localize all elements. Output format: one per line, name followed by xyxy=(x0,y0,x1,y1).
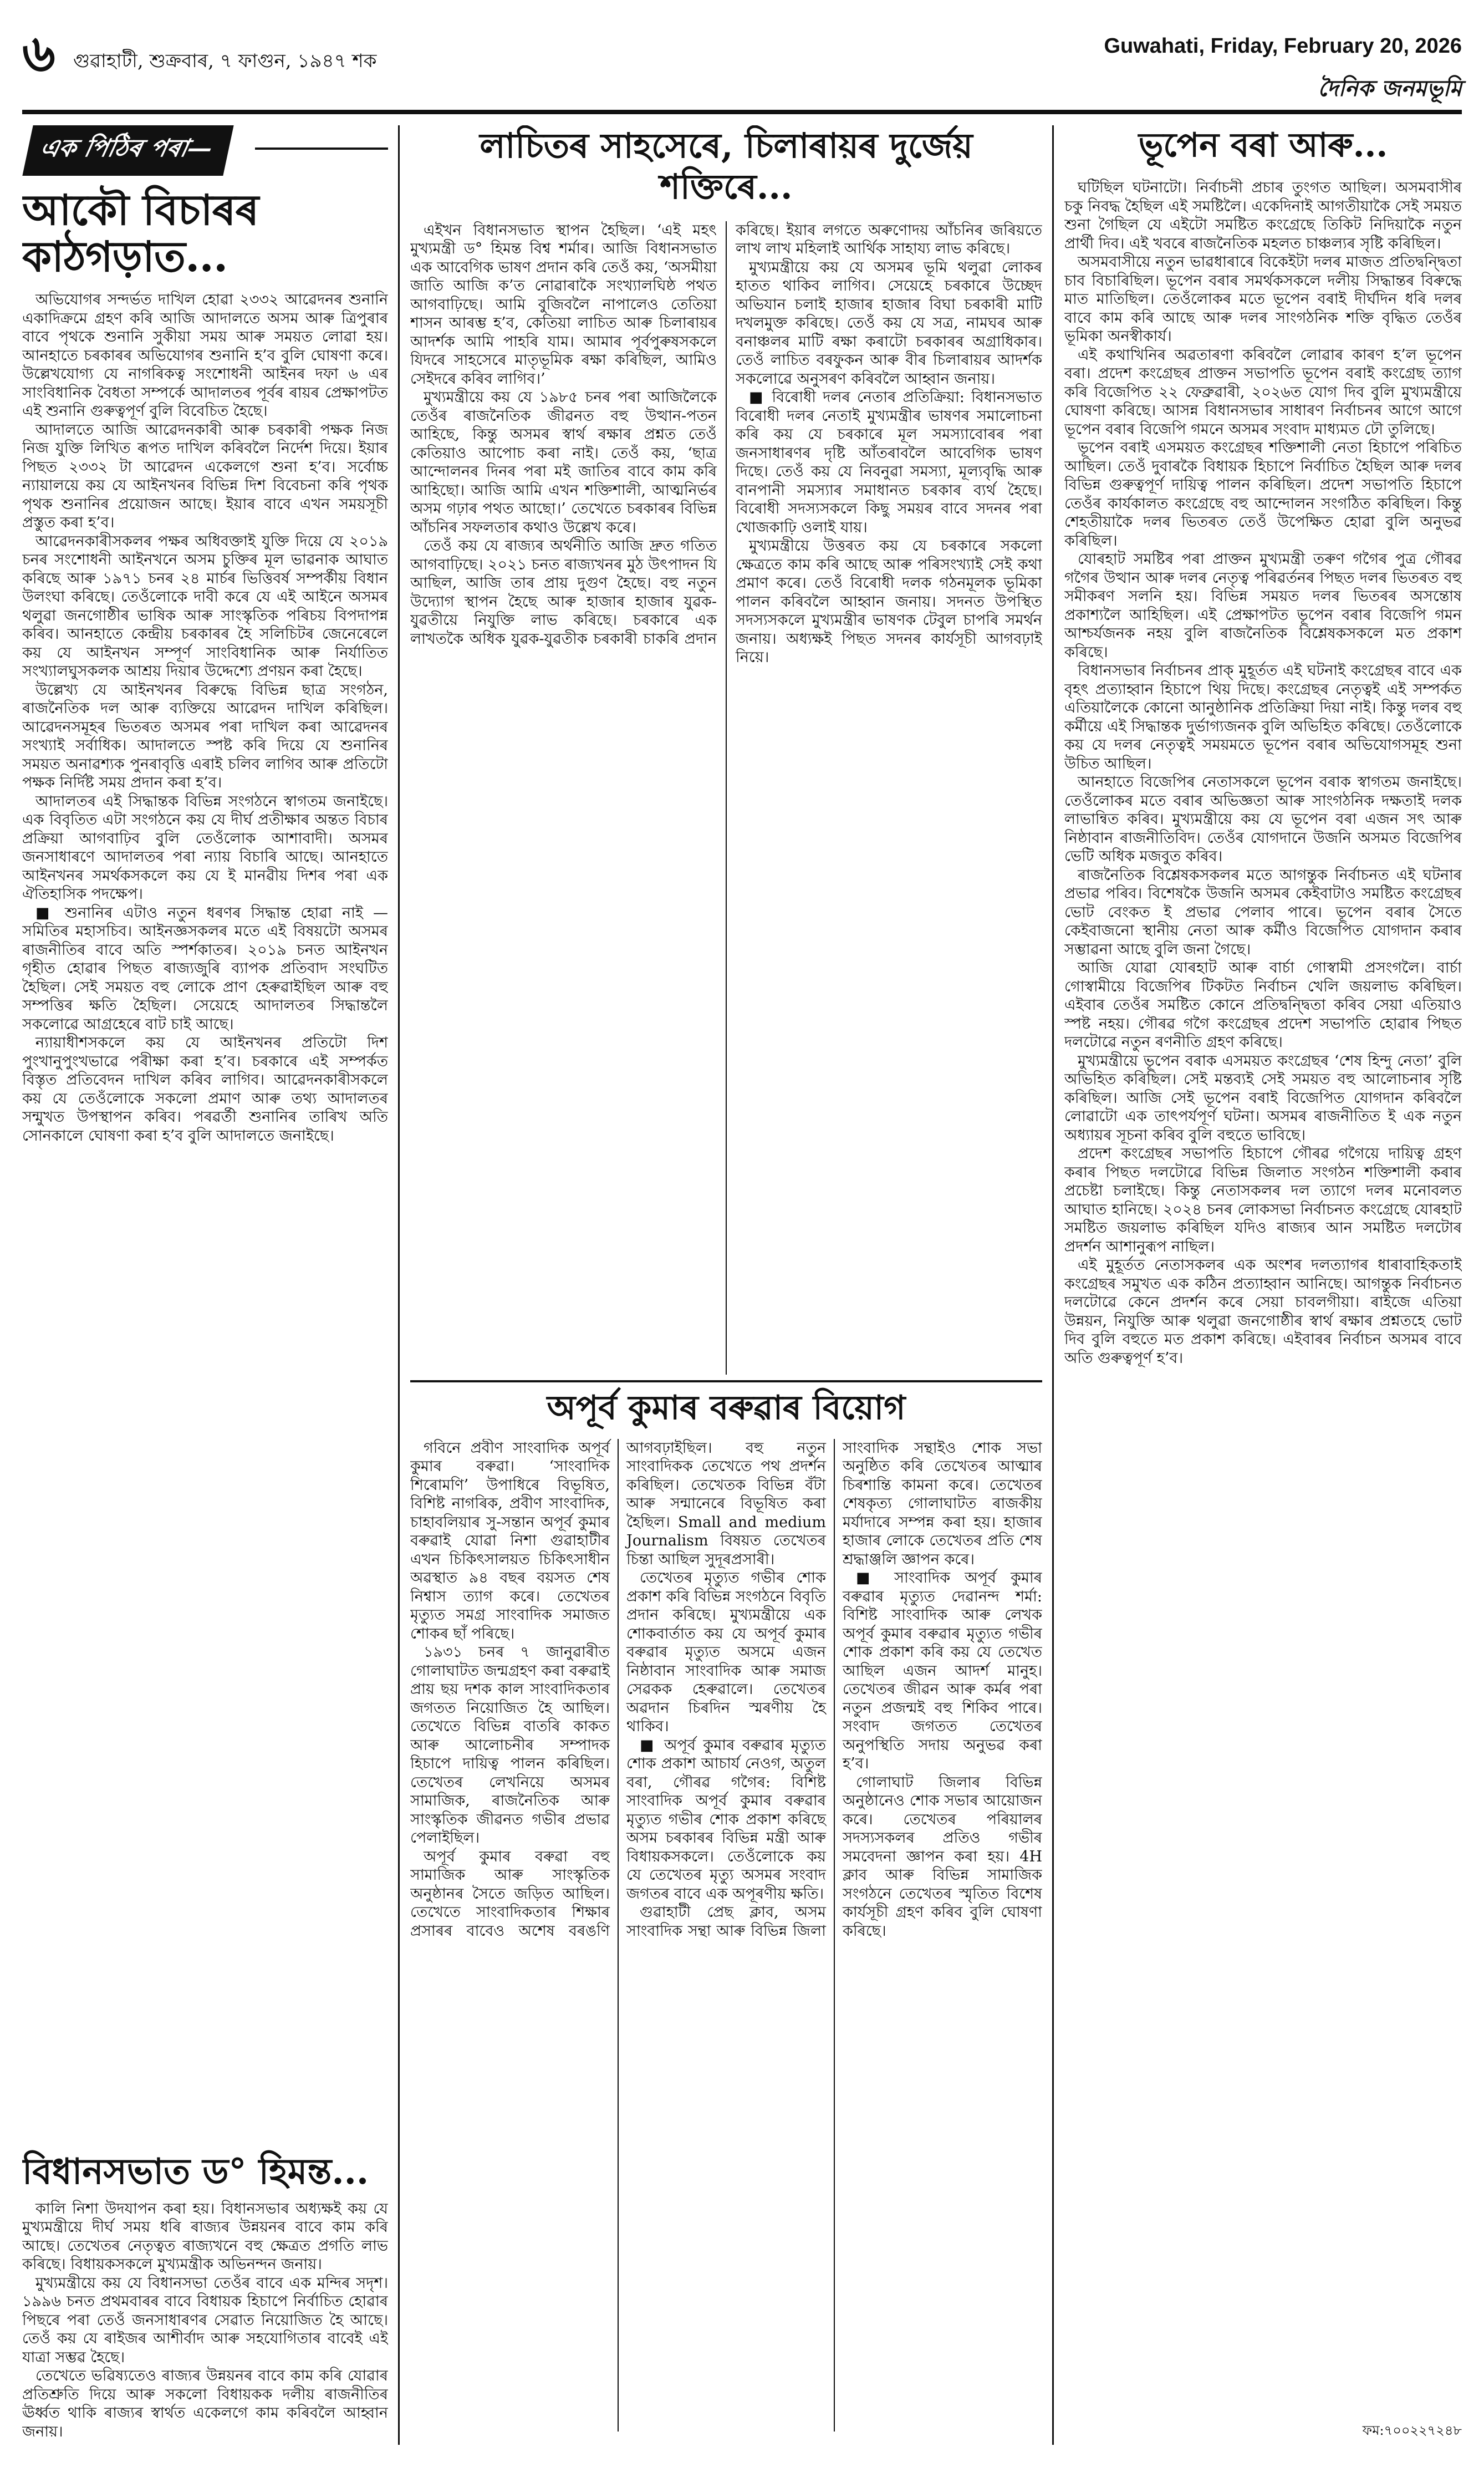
paragraph: ■ অপূৰ্ব কুমাৰ বৰুৱাৰ মৃত্যুত শোক প্ৰকাশ আচাৰ্য নেওগ, অতুল বৰা, গৌৰৱ গগৈৰ: বিশিষ্ট সাংবাদিক অপূৰ্ব কুমাৰ বৰুৱাৰ মৃত্যুত গভীৰ শোক প্ৰকাশ কৰিছে অসম চৰকাৰৰ বিভিন্ন মন্ত্ৰী আৰু বিধায়কসকলে। তেওঁলোকে কয় যে তেখেতৰ মৃত্যু অসমৰ সংবাদ জগতৰ বাবে এক অপূৰণীয় ক্ষতি। xyxy=(626,1736,826,1903)
paragraph: এই কথাখিনিৰ অৱতাৰণা কৰিবলৈ লোৱাৰ কাৰণ হ’ল ভূপেন বৰা। প্ৰদেশ কংগ্ৰেছৰ প্ৰাক্তন সভাপতি ভূপেন বৰাই কংগ্ৰেছ ত্যাগ কৰি বিজেপিত ২২ ফেব্ৰুৱাৰী, ২০২৬ত যোগ দিব বুলি মুখ্যমন্ত্ৰীয়ে ঘোষণা কৰিছে। আসন্ন বিধানসভাৰ সাধাৰণ নিৰ্বাচনৰ আগে আগে ভূপেন বৰাৰ বিজেপি গমনে অসমৰ সংবাদ মাধ্যমত ঢৌ তুলিছে। xyxy=(1064,346,1462,438)
paragraph: প্ৰদেশ কংগ্ৰেছৰ সভাপতি হিচাপে গৌৰৱ গগৈয়ে দায়িত্ব গ্ৰহণ কৰাৰ পিছত দলটোৱে বিভিন্ন জিলাত সংগঠন শক্তিশালী কৰাৰ প্ৰচেষ্টা চলাইছে। কিন্তু নেতাসকলৰ দল ত্যাগে দলৰ মনোবলত আঘাত হানিছে। ২০২৪ চনৰ লোকসভা নিৰ্বাচনত কংগ্ৰেছে যোৰহাট সমষ্টিত জয়লাভ কৰিছিল যদিও ৰাজ্যৰ আন সমষ্টিত দলটোৰ প্ৰদৰ্শন আশানুৰূপ নাছিল। xyxy=(1064,1145,1462,1255)
column-divider xyxy=(398,125,400,2445)
headline-assembly: বিধানসভাত ড° হিমন্ত... xyxy=(22,2151,369,2193)
paragraph: ন্যায়াধীশসকলে কয় যে আইনখনৰ প্ৰতিটো দিশ পুংখানুপুংখভাৱে পৰীক্ষা কৰা হ’ব। চৰকাৰে এই সম্পৰ্কত বিস্তৃত প্ৰতিবেদন দাখিল কৰিব লাগিব। আৱেদনকাৰীসকলে কয় যে তেওঁলোকে সকলো প্ৰমাণ আৰু তথ্য আদালতৰ সন্মুখত উপস্থাপন কৰিব। পৰৱৰ্তী শুনানিৰ তাৰিখ অতি সোনকালে ঘোষণা কৰা হ’ব বুলি আদালতে জনাইছে। xyxy=(22,1034,388,1145)
paragraph: তেওঁ কয় যে ৰাজ্যৰ অৰ্থনীতি আজি দ্ৰুত গতিত আগবাঢ়িছে। ২০২১ চনত ৰাজ্যখনৰ মুঠ উৎপাদন যি আছিল, আজি তাৰ প্ৰায় দুগুণ হৈছে। বহু নতুন উদ্যোগ স্থাপন হৈছে আৰু হাজাৰ হাজাৰ যুৱক-যুৱতীয়ে নিযুক্তি লাভ কৰিছে। চৰকাৰে এক লাখতকৈ অধিক যুৱক-যুৱতীক চৰকাৰী চাকৰি প্ৰদান কৰিছে। ইয়াৰ লগতে অৰুণোদয় আঁচনিৰ জৰিয়তে লাখ লাখ মহিলাই আৰ্থিক সাহায্য লাভ কৰিছে। xyxy=(410,221,1042,648)
paragraph: বিধানসভাৰ নিৰ্বাচনৰ প্ৰাক্ মুহূৰ্তত এই ঘটনাই কংগ্ৰেছৰ বাবে এক বৃহৎ প্ৰত্যাহ্বান হিচাপে থিয় দিছে। কংগ্ৰেছৰ নেতৃত্বই এই সম্পৰ্কত এতিয়ালৈকে কোনো আনুষ্ঠানিক প্ৰতিক্ৰিয়া দিয়া নাই। কিন্তু দলৰ বহু কৰ্মীয়ে এই সিদ্ধান্তক দুৰ্ভাগ্যজনক বুলি অভিহিত কৰিছে। তেওঁলোকে কয় যে দলৰ নেতৃত্বই সময়মতে ভূপেন বৰাৰ অভিযোগসমূহ শুনা উচিত আছিল। xyxy=(1064,662,1462,772)
article-body xyxy=(410,221,1042,1375)
paragraph: মুখ্যমন্ত্ৰীয়ে কয় যে অসমৰ ভূমি থলুৱা লোকৰ হাতত থাকিব লাগিব। সেয়েহে চৰকাৰে উচ্ছেদ অভিযান চলাই হাজাৰ হাজাৰ বিঘা চৰকাৰী মাটি দখলমুক্ত কৰিছে। তেওঁ কয় যে সত্ৰ, নামঘৰ আৰু বনাঞ্চলৰ মাটি ৰক্ষা কৰাটো চৰকাৰৰ অগ্ৰাধিকাৰ। তেওঁ লাচিত বৰফুকন আৰু বীৰ চিলাৰায়ৰ আদৰ্শক সকলোৱে অনুসৰণ কৰিবলৈ আহ্বান জনায়। xyxy=(736,258,1042,388)
paragraph: আৱেদনকাৰীসকলৰ পক্ষৰ অধিবক্তাই যুক্তি দিয়ে যে ২০১৯ চনৰ সংশোধনী আইনখনে অসম চুক্তিৰ মূল ভাৱনাক আঘাত কৰিছে আৰু ১৯৭১ চনৰ ২৪ মাৰ্চৰ ভিত্তিবৰ্ষ সম্পৰ্কীয় বিধান উলংঘা কৰিছে। তেওঁলোকে দাবী কৰে যে এই আইনে অসমৰ থলুৱা জনগোষ্ঠীৰ ভাষিক আৰু সাংস্কৃতিক পৰিচয় বিপদাপন্ন কৰিব। আনহাতে কেন্দ্ৰীয় চৰকাৰৰ হৈ সলিচিটৰ জেনেৰেলে কয় যে আইনখন সম্পূৰ্ণ সাংবিধানিক আৰু নিৰ্যাতিত সংখ্যালঘুসকলক আশ্ৰয় দিয়াৰ উদ্দেশ্যে প্ৰণয়ন কৰা হৈছে। xyxy=(22,532,388,680)
newspaper-brand: দৈনিক জনমভূমি xyxy=(1318,75,1462,101)
paragraph: ভূপেন বৰাই এসময়ত কংগ্ৰেছৰ শক্তিশালী নেতা হিচাপে পৰিচিত আছিল। তেওঁ দুবাৰকৈ বিধায়ক হিচাপে নিৰ্বাচিত হৈছিল আৰু দলৰ বিভিন্ন গুৰুত্বপূৰ্ণ দায়িত্ব পালন কৰিছিল। প্ৰদেশ সভাপতি হিচাপে তেওঁৰ কাৰ্যকালত কংগ্ৰেছে বহু আন্দোলন সংগঠিত কৰিছিল। কিন্তু শেহতীয়াকৈ দলৰ ভিতৰত তেওঁ উপেক্ষিত হোৱা বুলি অনুভৱ কৰিছিল। xyxy=(1064,439,1462,550)
headline-court: আকৌ বিচাৰৰ কাঠগড়াত... xyxy=(22,185,259,281)
column-divider xyxy=(1052,125,1054,2445)
article-continuation-column xyxy=(22,125,388,2445)
paragraph: ৰাজনৈতিক বিশ্লেষকসকলৰ মতে আগন্তুক নিৰ্বাচনত এই ঘটনাৰ প্ৰভাৱ পৰিব। বিশেষকৈ উজনি অসমৰ কেইবাটাও সমষ্টিত কংগ্ৰেছৰ ভোট বেংকত ই প্ৰভাৱ পেলাব পাৰে। ভূপেন বৰাৰ সৈতে কেইবাজনো স্থানীয় নেতা আৰু কৰ্মীও বিজেপিত যোগদান কৰাৰ সম্ভাৱনা আছে বুলি জনা গৈছে। xyxy=(1064,866,1462,958)
paragraph: আজি যোৱা যোৰহাট আৰু বাৰ্চা গোস্বামী প্ৰসংগলৈ। বাৰ্চা গোস্বামীয়ে বিজেপিৰ টিকটত নিৰ্বাচন খেলি জয়লাভ কৰিছিল। এইবাৰ তেওঁৰ সমষ্টিত কোনে প্ৰতিদ্বন্দ্বিতা কৰিব সেয়া এতিয়াও স্পষ্ট নহয়। গৌৰৱ গগৈ কংগ্ৰেছৰ প্ৰদেশ সভাপতি হোৱাৰ পিছত দলটোৱে নতুন ৰণনীতি গ্ৰহণ কৰিছে। xyxy=(1064,959,1462,1051)
paragraph: এই মুহূৰ্তত নেতাসকলৰ এক অংশৰ দলত্যাগৰ ধাৰাবাহিকতাই কংগ্ৰেছৰ সমুখত এক কঠিন প্ৰত্যাহ্বান আনিছে। আগন্তুক নিৰ্বাচনত দলটোৱে কেনে প্ৰদৰ্শন কৰে সেয়া চাবলগীয়া। ৰাইজে এতিয়া উন্নয়ন, নিযুক্তি আৰু থলুৱা জনগোষ্ঠীৰ স্বাৰ্থ ৰক্ষাৰ প্ৰশ্নতহে ভোট দিব বুলি বহুতে মত প্ৰকাশ কৰিছে। এইবাৰৰ নিৰ্বাচন অসমৰ বাবে অতি গুৰুত্বপূৰ্ণ হ’ব। xyxy=(1064,1257,1462,1367)
paragraph: কালি নিশা উদযাপন কৰা হয়। বিধানসভাৰ অধ্যক্ষই কয় যে মুখ্যমন্ত্ৰীয়ে দীৰ্ঘ সময় ধৰি ৰাজ্যৰ উন্নয়নৰ বাবে কাম কৰি আছে। তেখেতৰ নেতৃত্বত ৰাজ্যখনে বহু ক্ষেত্ৰত প্ৰগতি লাভ কৰিছে। বিধায়কসকলে মুখ্যমন্ত্ৰীক অভিনন্দন জনায়। xyxy=(22,2200,388,2273)
paragraph: আদালতৰ এই সিদ্ধান্তক বিভিন্ন সংগঠনে স্বাগতম জনাইছে। এক বিবৃতিত এটা সংগঠনে কয় যে দীৰ্ঘ প্ৰতীক্ষাৰ অন্তত বিচাৰ প্ৰক্ৰিয়া আগবাঢ়িব বুলি তেওঁলোক আশাবাদী। অসমৰ জনসাধাৰণে আদালতৰ পৰা ন্যায় বিচাৰি আছে। আনহাতে আইনখনৰ সমৰ্থকসকলে কয় যে ই মানৱীয় দিশৰ পৰা এক ঐতিহাসিক পদক্ষেপ। xyxy=(22,792,388,903)
paragraph: আনহাতে বিজেপিৰ নেতাসকলে ভূপেন বৰাক স্বাগতম জনাইছে। তেওঁলোকৰ মতে বৰাৰ অভিজ্ঞতা আৰু সাংগঠনিক দক্ষতাই দলক লাভান্বিত কৰিব। মুখ্যমন্ত্ৰীয়ে কয় যে ভূপেন বৰা এজন সৎ আৰু নিষ্ঠাবান ৰাজনীতিবিদ। তেওঁৰ যোগদানে উজনি অসমত বিজেপিৰ ভেটি অধিক মজবুত কৰিব। xyxy=(1064,774,1462,865)
paragraph: যোৰহাট সমষ্টিৰ পৰা প্ৰাক্তন মুখ্যমন্ত্ৰী তৰুণ গগৈৰ পুত্ৰ গৌৰৱ গগৈৰ উত্থান আৰু দলৰ নেতৃত্ব পৰিৱৰ্তনৰ পিছত দলৰ ভিতৰত বহু সমীকৰণ সলনি হয়। বিভিন্ন সময়ত দলৰ ভিতৰৰ অসন্তোষ প্ৰকাশ্যলৈ আহিছিল। এই প্ৰেক্ষাপটত ভূপেন বৰাৰ বিজেপি গমন আশ্চৰ্যজনক নহয় বুলি ৰাজনৈতিক বিশ্লেষকসকলে মত প্ৰকাশ কৰিছে। xyxy=(1064,551,1462,661)
paragraph: তেখেতে ভৱিষ্যতেও ৰাজ্যৰ উন্নয়নৰ বাবে কাম কৰি যোৱাৰ প্ৰতিশ্ৰুতি দিয়ে আৰু সকলো বিধায়কক দলীয় ৰাজনীতিৰ ঊৰ্ধ্বত থাকি ৰাজ্যৰ স্বাৰ্থত একেলগে কাম কৰিবলৈ আহ্বান জনায়। xyxy=(22,2367,388,2440)
paragraph: ■ বিৰোধী দলৰ নেতাৰ প্ৰতিক্ৰিয়া: বিধানসভাত বিৰোধী দলৰ নেতাই মুখ্যমন্ত্ৰীৰ ভাষণৰ সমালোচনা কৰি কয় যে চৰকাৰে মূল সমস্যাবোৰৰ পৰা জনসাধাৰণৰ দৃষ্টি আঁতৰাবলৈ আবেগিক ভাষণ দিছে। তেওঁ কয় যে নিবনুৱা সমস্যা, মূল্যবৃদ্ধি আৰু বানপানী সমস্যাৰ সমাধানত চৰকাৰ ব্যৰ্থ হৈছে। বিৰোধী সদস্যসকলে কিছু সময়ৰ বাবে সদনৰ পৰা খোজকাঢ়ি ওলাই যায়। xyxy=(736,389,1042,536)
article-body xyxy=(22,291,388,2143)
paragraph: মুখ্যমন্ত্ৰীয়ে ভূপেন বৰাক এসময়ত কংগ্ৰেছৰ ‘শেষ হিন্দু নেতা’ বুলি অভিহিত কৰিছিল। সেই মন্তব্যই সেই সময়ত বহু আলোচনাৰ সৃষ্টি কৰিছিল। আজি সেই ভূপেন বৰাই বিজেপিত যোগদান কৰিবলৈ লোৱাটো এক তাৎপৰ্যপূৰ্ণ ঘটনা। অসমৰ ৰাজনীতিত ই এক নতুন অধ্যায়ৰ সূচনা কৰিব বুলি বহুতে ভাবিছে। xyxy=(1064,1052,1462,1144)
paragraph: অসমবাসীয়ে নতুন ভাৱধাৰাৰে বিকেইটা দলৰ মাজত প্ৰতিদ্বন্দ্বিতা চাব বিচাৰিছিল। ভূপেন বৰাৰ সমৰ্থকসকলে দলীয় সিদ্ধান্তৰ বিৰুদ্ধে মাত মাতিছিল। তেওঁলোকৰ মতে ভূপেন বৰাই দীৰ্ঘদিন ধৰি দলৰ বাবে কাম কৰি আছে আৰু দলৰ সাংগঠনিক শক্তি বৃদ্ধিত তেওঁৰ ভূমিকা অনস্বীকাৰ্য। xyxy=(1064,253,1462,345)
headline-lachit: লাচিতৰ সাহসেৰে, চিলাৰায়ৰ দুৰ্জেয় শক্তিৰে... xyxy=(480,125,973,207)
article-body xyxy=(1064,179,1462,2397)
paragraph: অপূৰ্ব কুমাৰ বৰুৱা বহু সামাজিক আৰু সাংস্কৃতিক অনুষ্ঠানৰ সৈতে জড়িত আছিল। তেখেতে সাংবাদিকতাৰ শিক্ষাৰ প্ৰসাৰৰ বাবেও অশেষ বৰঙণি আগবঢ়াইছিল। বহু নতুন সাংবাদিকক তেখেতে পথ প্ৰদৰ্শন কৰিছিল। তেখেতক বিভিন্ন বঁটা আৰু সন্মানেৰে বিভূষিত কৰা হৈছিল। Small and medium Journalism বিষয়ত তেখেতৰ চিন্তা আছিল সুদূৰপ্ৰসাৰী। xyxy=(410,1439,826,1940)
right-column xyxy=(1064,125,1462,2445)
section-rule xyxy=(410,1380,1042,1382)
paragraph: এইখন বিধানসভাত স্থাপন হৈছিল। ‘এই মহৎ মুখ্যমন্ত্ৰী ড° হিমন্ত বিশ্ব শৰ্মাৰ। আজি বিধানসভাত এক আবেগিক ভাষণ প্ৰদান কৰি তেওঁ কয়, ‘অসমীয়া জাতি আজি ক’ত নোৱাৰাকৈ সংখ্যালঘিষ্ঠ পথত আগবাঢ়িছে। আমি বুজিবলৈ নাপালেও তেতিয়া শাসন আৰম্ভ হ’ব, কেতিয়া লাচিত আৰু চিলাৰায়ৰ আদৰ্শক আমি পাহৰি যাম। আমাৰ পূৰ্বপুৰুষসকলে যিদৰে সাহসেৰে মাতৃভূমিক ৰক্ষা কৰিছিল, আমিও সেইদৰে কৰিব লাগিব।’ xyxy=(410,221,717,388)
header-rule xyxy=(22,110,1462,114)
headline-bhupen: ভূপেন বৰা আৰু... xyxy=(1138,126,1388,165)
paragraph: উল্লেখ্য যে আইনখনৰ বিৰুদ্ধে বিভিন্ন ছাত্ৰ সংগঠন, ৰাজনৈতিক দল আৰু ব্যক্তিয়ে আৱেদন দাখিল কৰিছিল। আৱেদনসমূহৰ ভিতৰত অসমৰ পৰা দাখিল কৰা আৱেদনৰ সংখ্যাই সৰ্বাধিক। আদালতে স্পষ্ট কৰি দিয়ে যে শুনানিৰ সময়ত অনাৱশ্যক পুনৰাবৃত্তি এৰাই চলিব লাগিব আৰু প্ৰতিটো পক্ষক নিৰ্দিষ্ট সময় প্ৰদান কৰা হ’ব। xyxy=(22,681,388,792)
paragraph: তেখেতৰ মৃত্যুত গভীৰ শোক প্ৰকাশ কৰি বিভিন্ন সংগঠনে বিবৃতি প্ৰদান কৰিছে। মুখ্যমন্ত্ৰীয়ে এক শোকবাৰ্তাত কয় যে অপূৰ্ব কুমাৰ বৰুৱাৰ মৃত্যুত অসমে এজন নিষ্ঠাবান সাংবাদিক আৰু সমাজ সেৱকক হেৰুৱালে। তেখেতৰ অৱদান চিৰদিন স্মৰণীয় হৈ থাকিব। xyxy=(626,1569,826,1736)
footer-code: ফম:৭০০২২৭২৪৮ xyxy=(1357,2420,1462,2443)
paragraph: অভিযোগৰ সন্দৰ্ভত দাখিল হোৱা ২৩৩২ আৱেদনৰ শুনানি একাদিক্ৰমে গ্ৰহণ কৰি আজি আদালতে অসম আৰু ত্ৰিপুৰাৰ বাবে পৃথকে শুনানি সুকীয়া সময় আৰু সময়ত লোৱা হয়। আনহাতে চৰকাৰৰ অভিযোগৰ শুনানি হ’ব বুলি ঘোষণা কৰে। উল্লেখযোগ্য যে নাগৰিকত্ব সংশোধনী আইনৰ দফা ৬ এৰ সাংবিধানিক বৈধতা সম্পৰ্কে আদালতৰ পূৰ্বৰ ৰায়ৰ প্ৰেক্ষাপটত এই শুনানি গুৰুত্বপূৰ্ণ বুলি বিবেচিত হৈছে। xyxy=(22,291,388,420)
paragraph: ১৯৩১ চনৰ ৭ জানুৱাৰীত গোলাঘাটত জন্মগ্ৰহণ কৰা বৰুৱাই প্ৰায় ছয় দশক কাল সাংবাদিকতাৰ জগতত নিয়োজিত হৈ আছিল। তেখেতে বিভিন্ন বাতৰি কাকত আৰু আলোচনীৰ সম্পাদক হিচাপে দায়িত্ব পালন কৰিছিল। তেখেতৰ লেখনিয়ে অসমৰ সামাজিক, ৰাজনৈতিক আৰু সাংস্কৃতিক জীৱনত গভীৰ প্ৰভাৱ পেলাইছিল। xyxy=(410,1644,610,1847)
center-column xyxy=(410,125,1042,2445)
paragraph: মুখ্যমন্ত্ৰীয়ে উত্তৰত কয় যে চৰকাৰে সকলো ক্ষেত্ৰতে কাম কৰি আছে আৰু পৰিসংখ্যাই সেই কথা প্ৰমাণ কৰে। তেওঁ বিৰোধী দলক গঠনমূলক ভূমিকা পালন কৰিবলৈ আহ্বান জনায়। সদনত উপস্থিত সদস্যসকলে মুখ্যমন্ত্ৰীৰ ভাষণক টেবুল চাপৰি সমৰ্থন জনায়। অধ্যক্ষই পিছত সদনৰ কাৰ্যসূচী আগবঢ়াই নিয়ে। xyxy=(736,537,1042,667)
paragraph: মুখ্যমন্ত্ৰীয়ে কয় যে বিধানসভা তেওঁৰ বাবে এক মন্দিৰ সদৃশ। ১৯৯৬ চনত প্ৰথমবাৰৰ বাবে বিধায়ক হিচাপে নিৰ্বাচিত হোৱাৰ পিছৰে পৰা তেওঁ জনসাধাৰণৰ সেৱাত নিয়োজিত হৈ আছে। তেওঁ কয় যে ৰাইজৰ আশীৰ্বাদ আৰু সহযোগিতাৰ বাবেই এই যাত্ৰা সম্ভৱ হৈছে। xyxy=(22,2274,388,2366)
section-kicker: এক পিঠিৰ পৰা— xyxy=(22,125,233,176)
paragraph: গুৱাহাটী প্ৰেছ ক্লাব, অসম সাংবাদিক সন্থা আৰু বিভিন্ন জিলা সাংবাদিক সন্থাইও শোক সভা অনুষ্ঠিত কৰি তেখেতৰ আত্মাৰ চিৰশান্তি কামনা কৰে। তেখেতৰ শেষকৃত্য গোলাঘাটত ৰাজকীয় মৰ্যাদাৰে সম্পন্ন কৰা হয়। হাজাৰ হাজাৰ লোকে তেখেতৰ প্ৰতি শেষ শ্ৰদ্ধাঞ্জলি জ্ঞাপন কৰে। xyxy=(626,1439,1042,1940)
paragraph: গোলাঘাট জিলাৰ বিভিন্ন অনুষ্ঠানেও শোক সভাৰ আয়োজন কৰে। তেখেতৰ পৰিয়ালৰ সদস্যসকলৰ প্ৰতিও গভীৰ সমবেদনা জ্ঞাপন কৰা হয়। 4H ক্লাব আৰু বিভিন্ন সামাজিক সংগঠনে তেখেতৰ স্মৃতিত বিশেষ কাৰ্যসূচী গ্ৰহণ কৰিব বুলি ঘোষণা কৰিছে। xyxy=(843,1773,1042,1940)
paragraph: আদালতে আজি আৱেদনকাৰী আৰু চৰকাৰী পক্ষক নিজ নিজ যুক্তি লিখিত ৰূপত দাখিল কৰিবলৈ নিৰ্দেশ দিয়ে। ইয়াৰ পিছত ২৩৩২ টা আৱেদন একেলগে শুনা হ’ব। সৰ্বোচ্চ ন্যায়ালয়ে কয় যে আইনখনৰ বিভিন্ন দিশ বিবেচনা কৰি পৃথক পৃথক শুনানিৰ প্ৰয়োজন আছে। ইয়াৰ বাবে এখন সময়সূচী প্ৰস্তুত কৰা হ’ব। xyxy=(22,421,388,532)
paragraph: গবিনে প্ৰবীণ সাংবাদিক অপূৰ্ব কুমাৰ বৰুৱা। ‘সাংবাদিক শিৰোমণি’ উপাধিৰে বিভূষিত, বিশিষ্ট নাগৰিক, প্ৰবীণ সাংবাদিক, চাহাবলিয়াৰ সু-সন্তান অপূৰ্ব কুমাৰ বৰুৱাই যোৱা নিশা গুৱাহাটীৰ এখন চিকিৎসালয়ত চিকিৎসাধীন অৱস্থাত ৯৪ বছৰ বয়সত শেষ নিশ্বাস ত্যাগ কৰে। তেখেতৰ মৃত্যুত সমগ্ৰ সাংবাদিক সমাজত শোকৰ ছাঁ পৰিছে। xyxy=(410,1439,610,1642)
paragraph: ■ শুনানিৰ এটাও নতুন ধৰণৰ সিদ্ধান্ত হোৱা নাই — সমিতিৰ মহাসচিব। আইনজ্ঞসকলৰ মতে এই বিষয়টো অসমৰ ৰাজনীতিৰ বাবে অতি স্পৰ্শকাতৰ। ২০১৯ চনত আইনখন গৃহীত হোৱাৰ পিছত ৰাজ্যজুৰি ব্যাপক প্ৰতিবাদ সংঘটিত হৈছিল। সেই সময়ত বহু লোকে প্ৰাণ হেৰুৱাইছিল আৰু বহু সম্পত্তিৰ ক্ষতি হৈছিল। সেয়েহে আদালতৰ সিদ্ধান্তলৈ সকলোৱে আগ্ৰহেৰে বাট চাই আছে। xyxy=(22,904,388,1033)
kicker-rule xyxy=(255,147,388,150)
paragraph: ■ সাংবাদিক অপূৰ্ব কুমাৰ বৰুৱাৰ মৃত্যুত দেৱানন্দ শৰ্মা: বিশিষ্ট সাংবাদিক আৰু লেখক অপূৰ্ব কুমাৰ বৰুৱাৰ মৃত্যুত গভীৰ শোক প্ৰকাশ কৰি কয় যে তেখেত আছিল এজন আদৰ্শ মানুহ। তেখেতৰ জীৱন আৰু কৰ্মৰ পৰা নতুন প্ৰজন্মই বহু শিকিব পাৰে। সংবাদ জগতত তেখেতৰ অনুপস্থিতি সদায় অনুভৱ কৰা হ’ব। xyxy=(843,1569,1042,1773)
date-line-assamese: গুৱাহাটী, শুক্ৰবাৰ, ৭ ফাগুন, ১৯৪৭ শক xyxy=(73,50,377,72)
headline-obituary: অপূৰ্ব কুমাৰ বৰুৱাৰ বিয়োগ xyxy=(547,1388,906,1427)
article-body xyxy=(410,1439,1042,2432)
paragraph: ঘটিছিল ঘটনাটো। নিৰ্বাচনী প্ৰচাৰ তুংগত আছিল। অসমবাসীৰ চকু নিবদ্ধ হৈছিল এই সমষ্টিলৈ। একেদিনাই আগতীয়াকৈ সেই সময়ত শুনা গৈছিল যে এইটো সমষ্টিত কংগ্ৰেছে তিকিট নিদিয়াকৈ নতুন প্ৰাৰ্থী দিব। এই খবৰে ৰাজনৈতিক মহলত চাঞ্চল্যৰ সৃষ্টি কৰিছিল। xyxy=(1064,179,1462,252)
paragraph: মুখ্যমন্ত্ৰীয়ে কয় যে ১৯৮৫ চনৰ পৰা আজিলৈকে তেওঁৰ ৰাজনৈতিক জীৱনত বহু উত্থান-পতন আহিছে, কিন্তু অসমৰ স্বাৰ্থ ৰক্ষাৰ প্ৰশ্নত তেওঁ কেতিয়াও আপোচ কৰা নাই। তেওঁ কয়, ‘ছাত্ৰ আন্দোলনৰ দিনৰ পৰা মই জাতিৰ বাবে কাম কৰি আহিছো। আজি আমি এখন শক্তিশালী, আত্মনিৰ্ভৰ অসম গঢ়াৰ পথত আছো।’ তেখেতে চৰকাৰৰ বিভিন্ন আঁচনিৰ সফলতাৰ কথাও উল্লেখ কৰে। xyxy=(410,389,717,536)
page-number: ৬ xyxy=(22,23,55,83)
date-line-english: Guwahati, Friday, February 20, 2026 xyxy=(1104,34,1462,58)
article-body xyxy=(22,2200,388,2445)
masthead xyxy=(22,22,1462,105)
